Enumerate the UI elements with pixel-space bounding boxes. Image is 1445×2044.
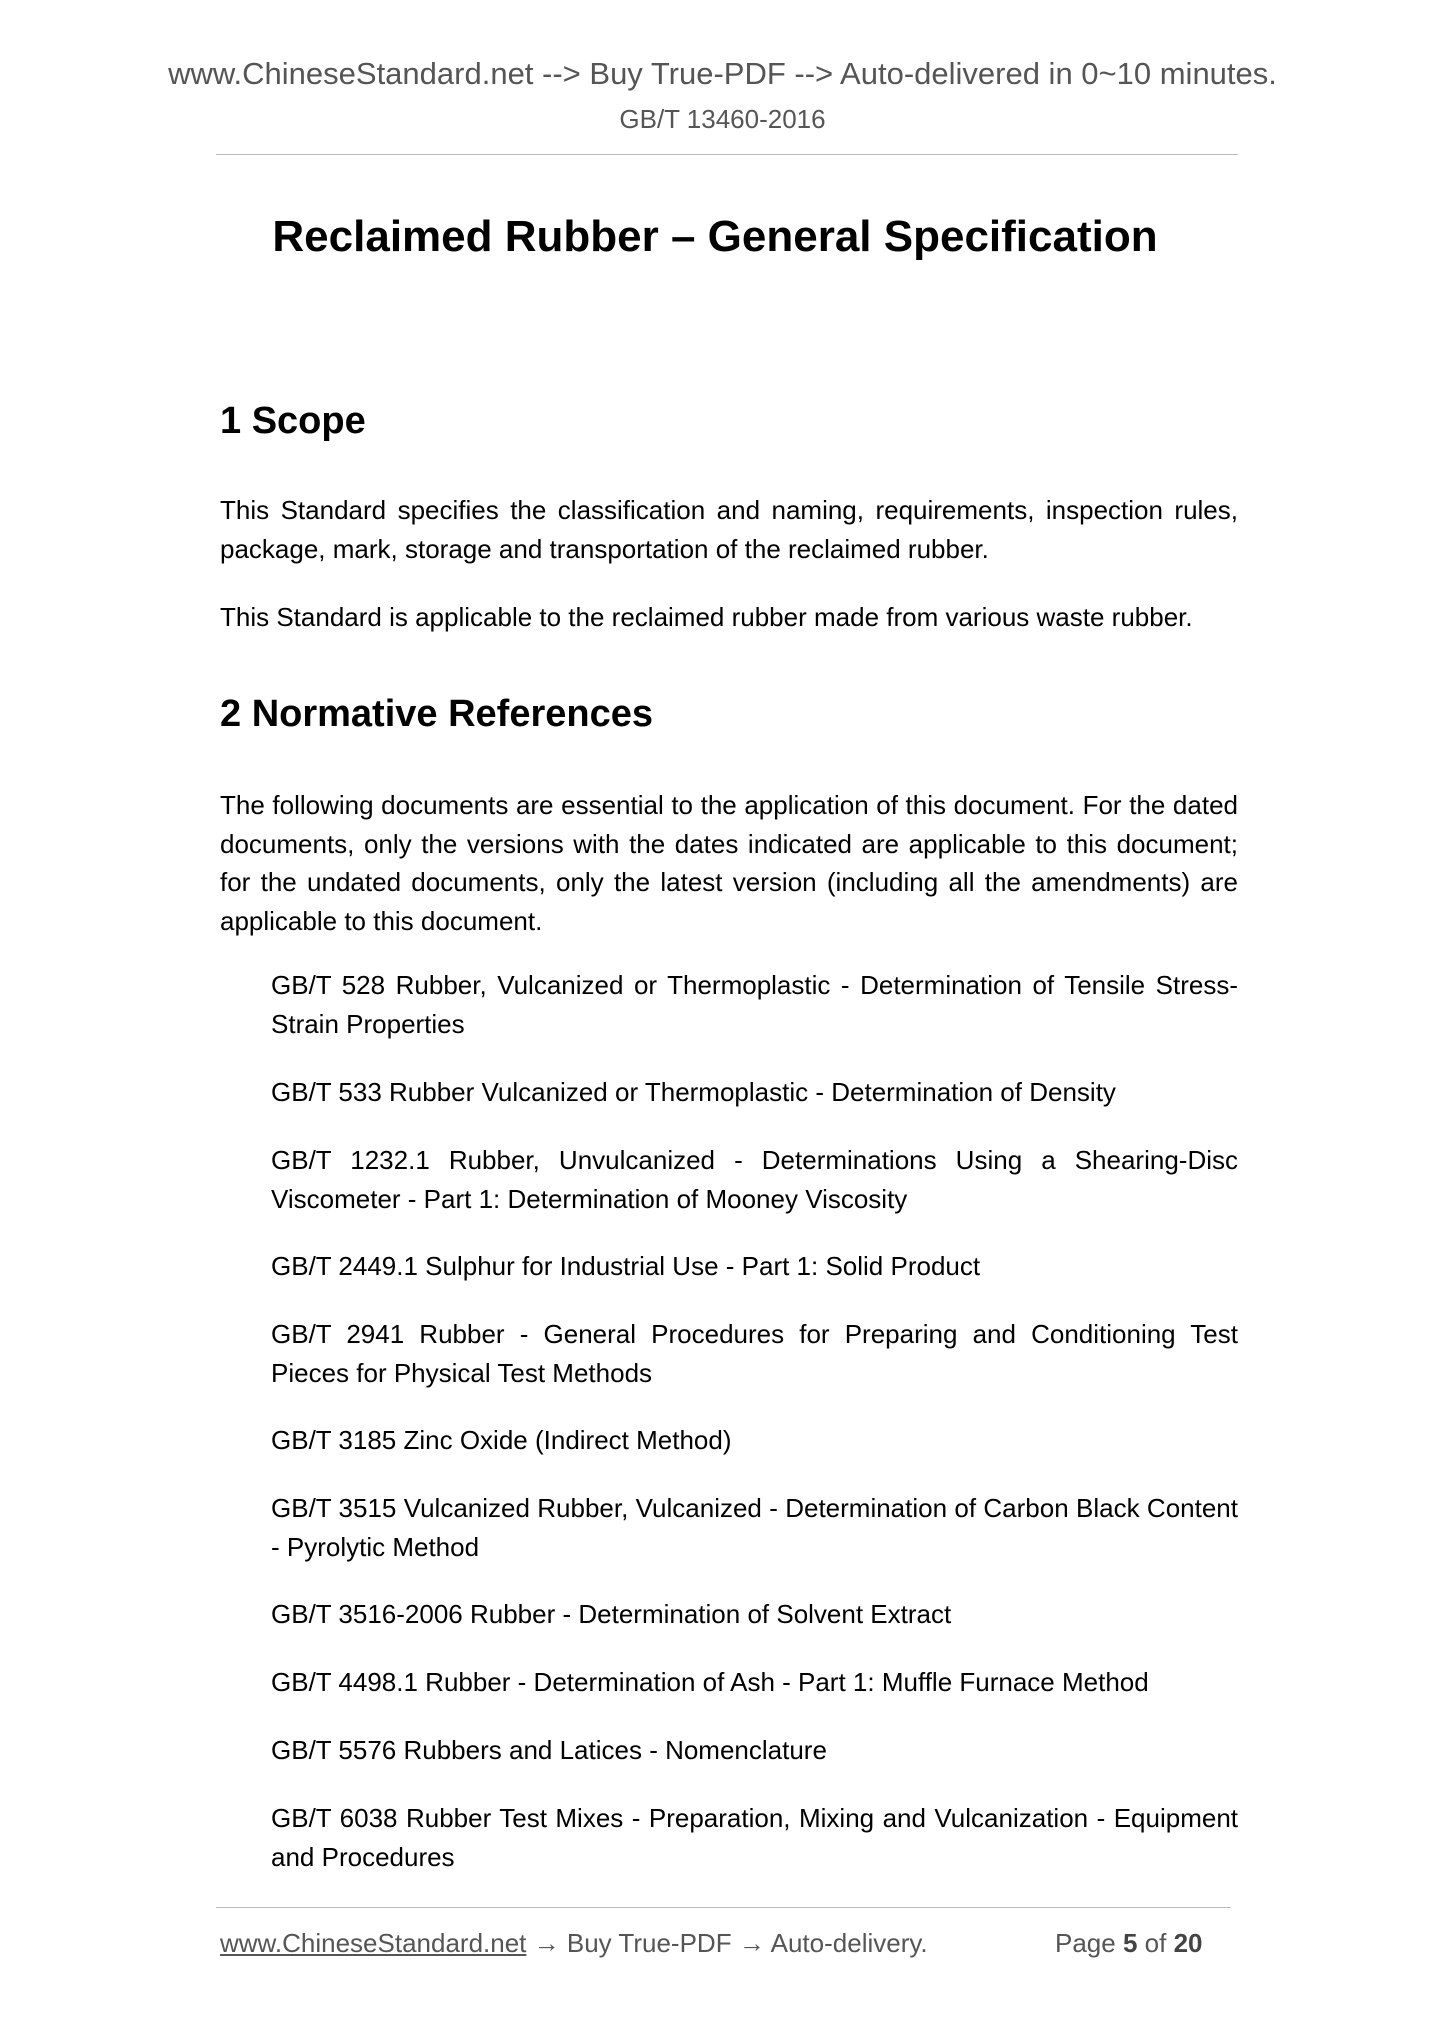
section-heading-normative-references: 2 Normative References <box>220 693 653 735</box>
header-divider <box>216 154 1238 155</box>
page-number: 5 <box>1122 1928 1138 1958</box>
header-banner: www.ChineseStandard.net --> Buy True-PDF --> Auto-delivered in 0~10 minutes. <box>168 56 1277 91</box>
section-heading-scope: 1 Scope <box>220 400 366 442</box>
reference-item: GB/T 533 Rubber Vulcanized or Thermoplastic - Determination of Density <box>271 1077 1116 1107</box>
footer-delivery-text: Auto-delivery. <box>770 1928 928 1958</box>
document-title: Reclaimed Rubber – General Specification <box>272 212 1158 261</box>
reference-item: GB/T 3185 Zinc Oxide (Indirect Method) <box>271 1425 732 1455</box>
footer-divider <box>216 1907 1231 1908</box>
page-indicator <box>1055 1928 1203 1959</box>
reference-item: GB/T 3516-2006 Rubber - Determination of Solvent Extract <box>271 1599 952 1629</box>
of-label: of <box>1144 1928 1167 1958</box>
reference-item: GB/T 2449.1 Sulphur for Industrial Use - Part 1: Solid Product <box>271 1251 981 1281</box>
reference-item: GB/T 1232.1 Rubber, Unvulcanized - Determinations Using a Shearing-Disc Viscometer - Part 1: Determination of Mooney Viscosity <box>271 1145 1238 1214</box>
reference-item: GB/T 5576 Rubbers and Latices - Nomenclature <box>271 1735 827 1765</box>
normative-references-intro: The following documents are essential to the application of this document. For the dated documents, only the versions with the dates indicated are applicable to this document; for the undated documents, only the latest version (including all the amendments) are applicable to this document. <box>220 790 1238 936</box>
footer-buy-text: Buy True-PDF <box>566 1928 732 1958</box>
arrow-right-icon: → <box>738 1928 765 1958</box>
reference-item: GB/T 2941 Rubber - General Procedures for Preparing and Conditioning Test Pieces for Physical Test Methods <box>271 1319 1238 1388</box>
footer-promo <box>220 1928 928 1959</box>
scope-paragraph-1: This Standard specifies the classification and naming, requirements, inspection rules, package, mark, storage and transportation of the reclaimed rubber. <box>220 495 1238 564</box>
reference-item: GB/T 3515 Vulcanized Rubber, Vulcanized - Determination of Carbon Black Content - Pyrolytic Method <box>271 1493 1238 1562</box>
arrow-right-icon: → <box>533 1928 560 1958</box>
reference-item: GB/T 528 Rubber, Vulcanized or Thermoplastic - Determination of Tensile Stress-Strain Properties <box>271 970 1238 1039</box>
total-pages: 20 <box>1173 1928 1203 1958</box>
footer-website-link[interactable]: www.ChineseStandard.net <box>220 1928 527 1958</box>
reference-item: GB/T 4498.1 Rubber - Determination of Ash - Part 1: Muffle Furnace Method <box>271 1667 1149 1697</box>
reference-item: GB/T 6038 Rubber Test Mixes - Preparation, Mixing and Vulcanization - Equipment and Procedures <box>271 1803 1238 1872</box>
header-standard-code: GB/T 13460-2016 <box>619 104 826 134</box>
scope-paragraph-2: This Standard is applicable to the reclaimed rubber made from various waste rubber. <box>220 602 1193 632</box>
page-label: Page <box>1055 1928 1116 1958</box>
